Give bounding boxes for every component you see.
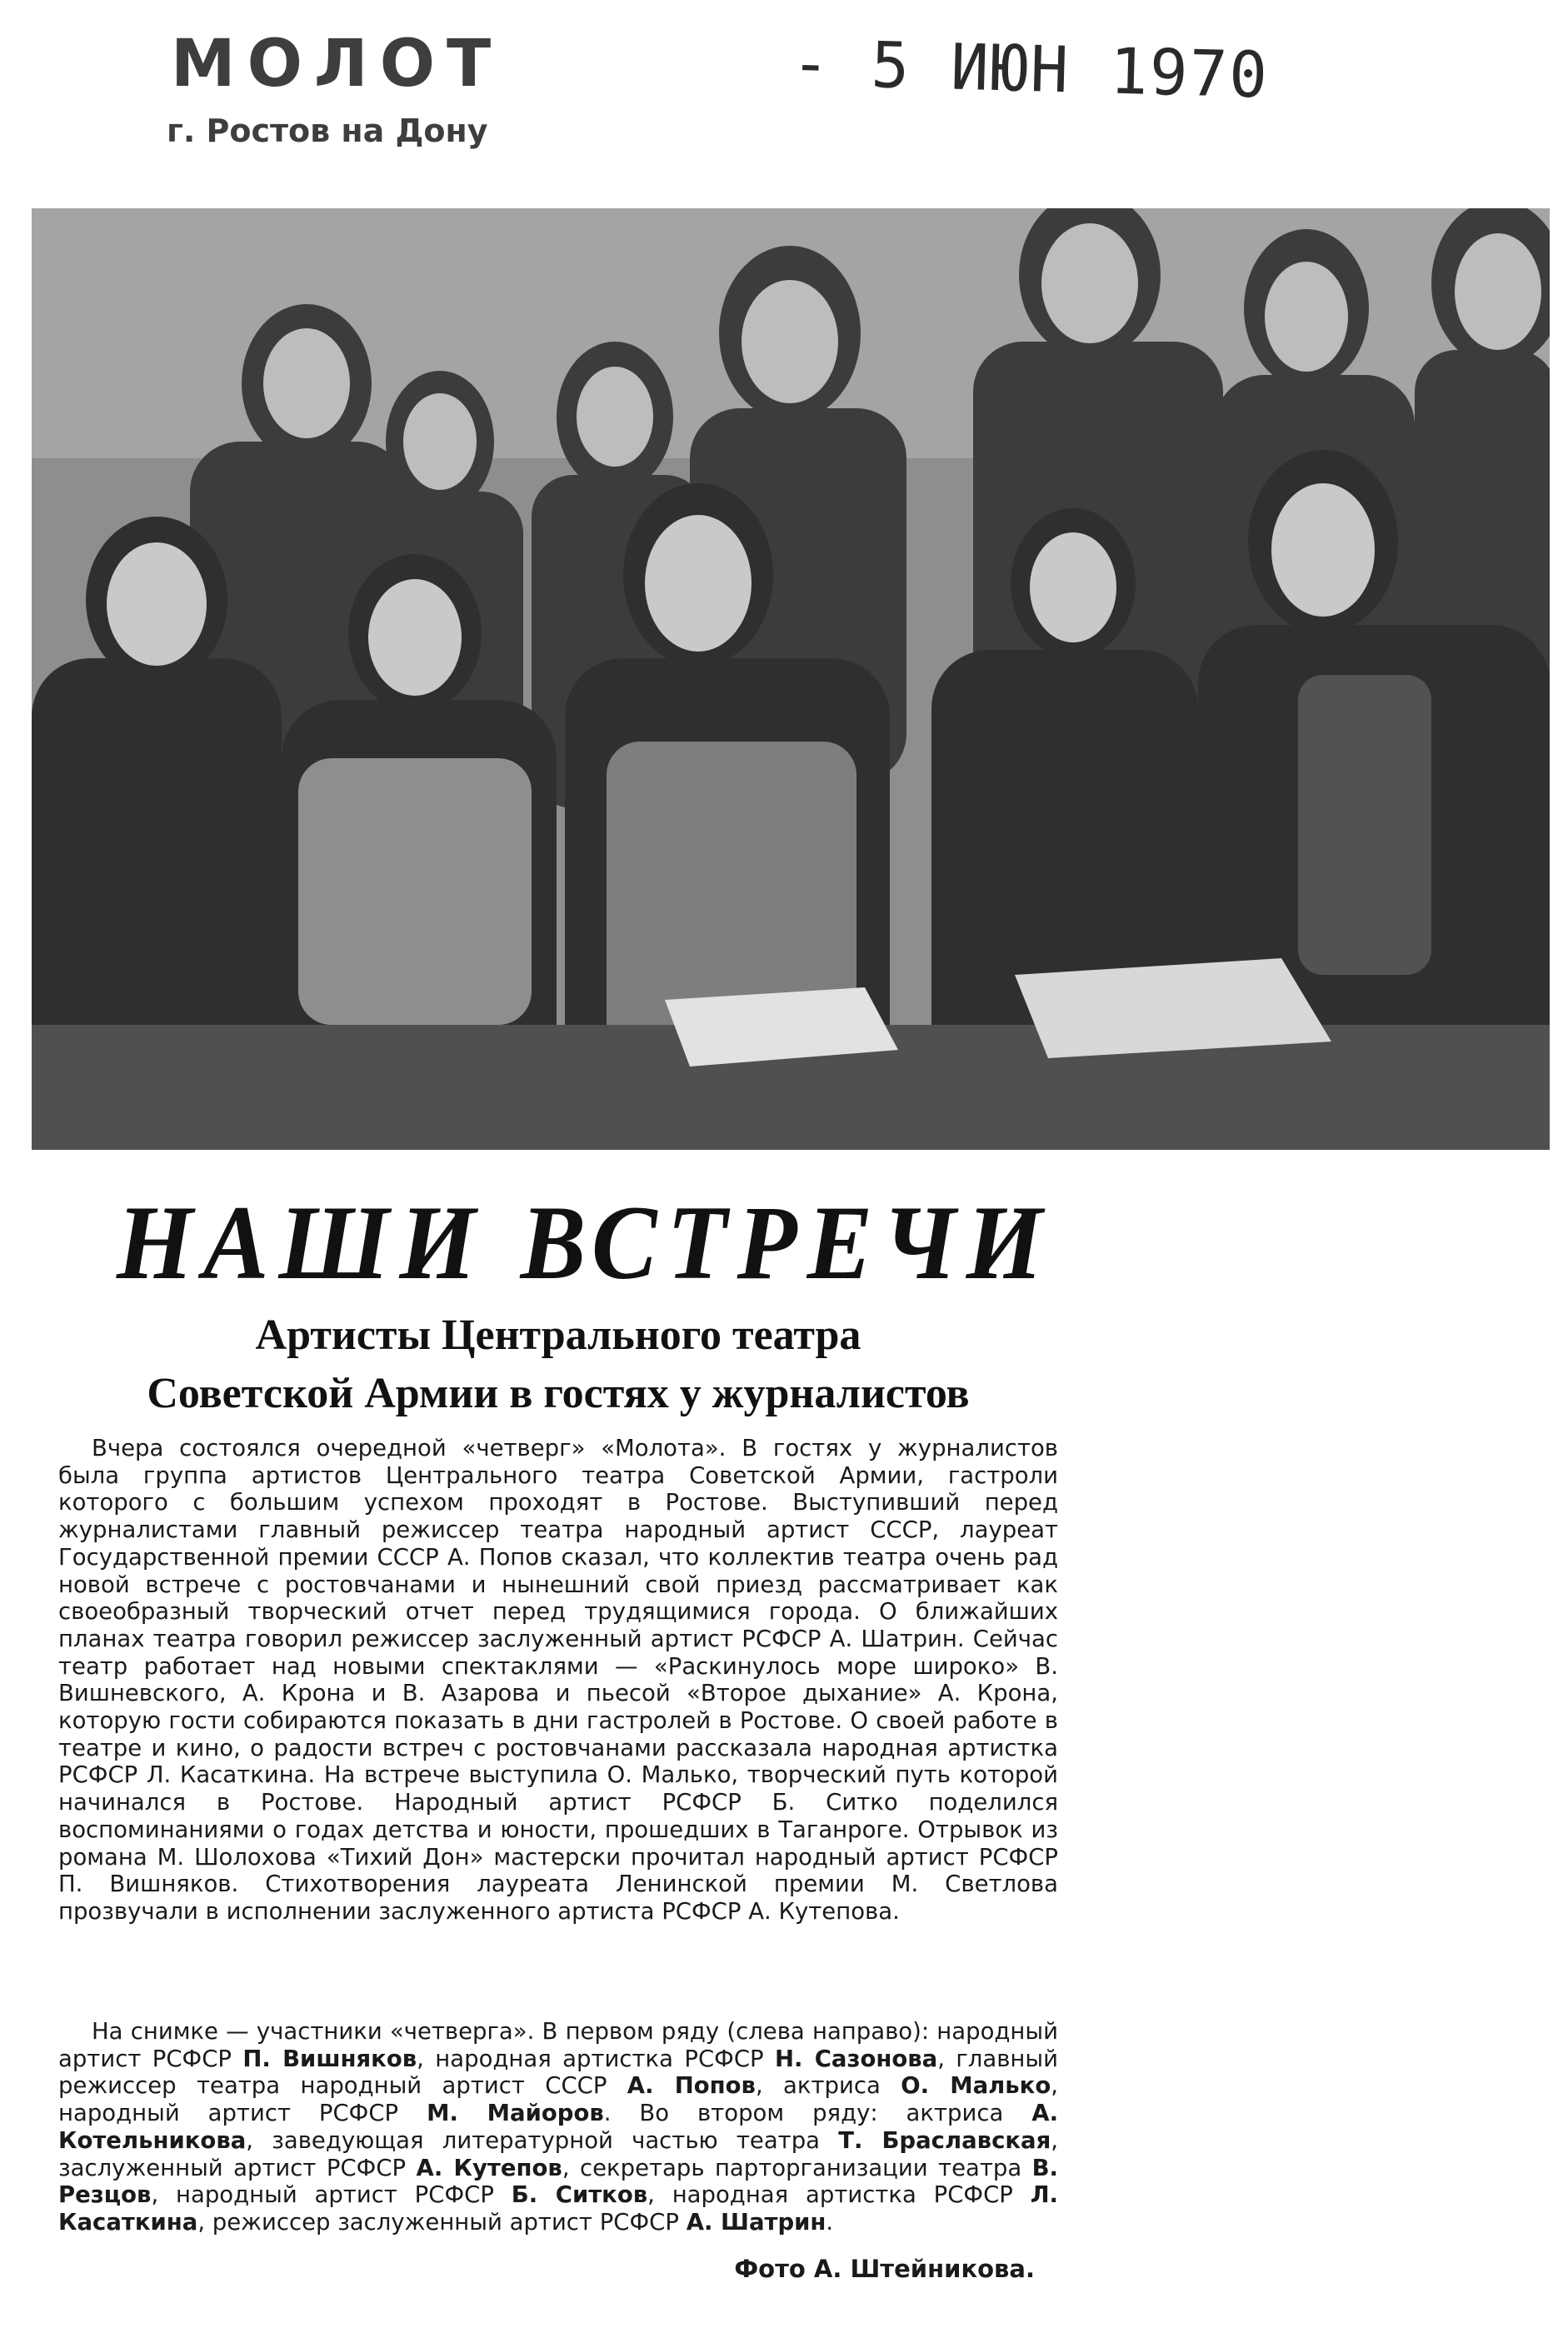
caption-person-name: А. Попов (627, 2072, 756, 2100)
caption-person-name: В. Резцов (58, 2154, 1059, 2209)
caption-person-name: Б. Ситков (511, 2181, 648, 2209)
caption-text: . Во втором ряду: актриса (603, 2100, 1032, 2127)
caption-text: , народный артист РСФСР (58, 2072, 1058, 2127)
subheadline (58, 1306, 1058, 1423)
caption-text: , режиссер заслуженный артист РСФСР (197, 2208, 687, 2236)
caption-text: . (826, 2208, 834, 2236)
photo-credit: Фото А. Штейникова. (734, 2255, 1035, 2283)
caption-text: , заслуженный артист РСФСР (58, 2126, 1058, 2181)
caption-text: , народная артистка РСФСР (417, 2045, 776, 2072)
group-photo (32, 208, 1550, 1150)
caption-text: , народная артистка РСФСР (647, 2181, 1031, 2209)
caption-person-name: Н. Сазонова (775, 2045, 938, 2072)
caption-text: , заведующая литературной частью театра (246, 2126, 839, 2154)
date-stamp: - 5 ИЮН 1970 (790, 25, 1271, 112)
photo-caption (58, 2018, 1058, 2236)
article-body: Вчера состоялся очередной «четверг» «Молота». В гостях у журналистов была группа артистов Центрального театра Советской Армии, гастроли которого с большим успехом проходят в Ростове. Выступивший перед журналистами главный режиссер театра народный артист СССР, лауреат Государственной премии СССР А. Попов сказал, что коллектив театра очень рад новой встрече с ростовчанами и нынешний свой приезд рассматривает как своеобразный творческий отчет перед трудящимися города. О ближайших планах театра говорил режиссер заслуженный артист РСФСР А. Шатрин. Сейчас театр работает над новыми спектаклями — «Раскинулось море широко» В. Вишневского, А. Крона и В. Азарова и пьесой «Второе дыхание» А. Крона, которую гости собираются показать в дни гастролей в Ростове. О своей работе в театре и кино, о радости встреч с ростовчанами рассказала народная артистка РСФСР Л. Касаткина. На встрече выступила О. Малько, творческий путь которой начинался в Ростове. Народный артист РСФСР Б. Ситко поделился воспоминаниями о годах детства и юности, прошедших в Таганроге. Отрывок из романа М. Шолохова «Тихий Дон» мастерски прочитал народный артист РСФСР П. Вишняков. Стихотворения лауреата Ленинской премии М. Светлова прозвучали в исполнении заслуженного артиста РСФСР А. Кутепова. (58, 1435, 1058, 1925)
caption-person-name: М. Майоров (427, 2100, 604, 2127)
caption-text: , народный артист РСФСР (151, 2181, 512, 2209)
caption-person-name: Л. Касаткина (58, 2181, 1058, 2236)
caption-person-name: О. Малько (901, 2072, 1051, 2100)
subheadline-line-1: Артисты Центрального театра (255, 1311, 861, 1359)
caption-text: , секретарь парторганизации театра (562, 2154, 1032, 2181)
caption-person-name: Т. Браславская (838, 2126, 1051, 2154)
newspaper-city: г. Ростов на Дону (167, 112, 488, 149)
subheadline-line-2: Советской Армии в гостях у журналистов (147, 1370, 970, 1417)
caption-text: , главный режиссер театра народный артист СССР (58, 2045, 1058, 2100)
caption-text: На снимке — участники «четверга». В первом ряду (слева направо): народный артист РСФСР (58, 2018, 1058, 2072)
newspaper-name: МОЛОТ (171, 27, 503, 102)
caption-person-name: А. Кутепов (416, 2154, 562, 2181)
caption-person-name: А. Котельникова (58, 2100, 1059, 2154)
caption-person-name: А. Шатрин (686, 2208, 826, 2236)
headline: НАШИ ВСТРЕЧИ (117, 1183, 1053, 1301)
caption-text: , актриса (755, 2072, 901, 2100)
caption-person-name: П. Вишняков (242, 2045, 417, 2072)
group-photo-image (32, 208, 1550, 1150)
